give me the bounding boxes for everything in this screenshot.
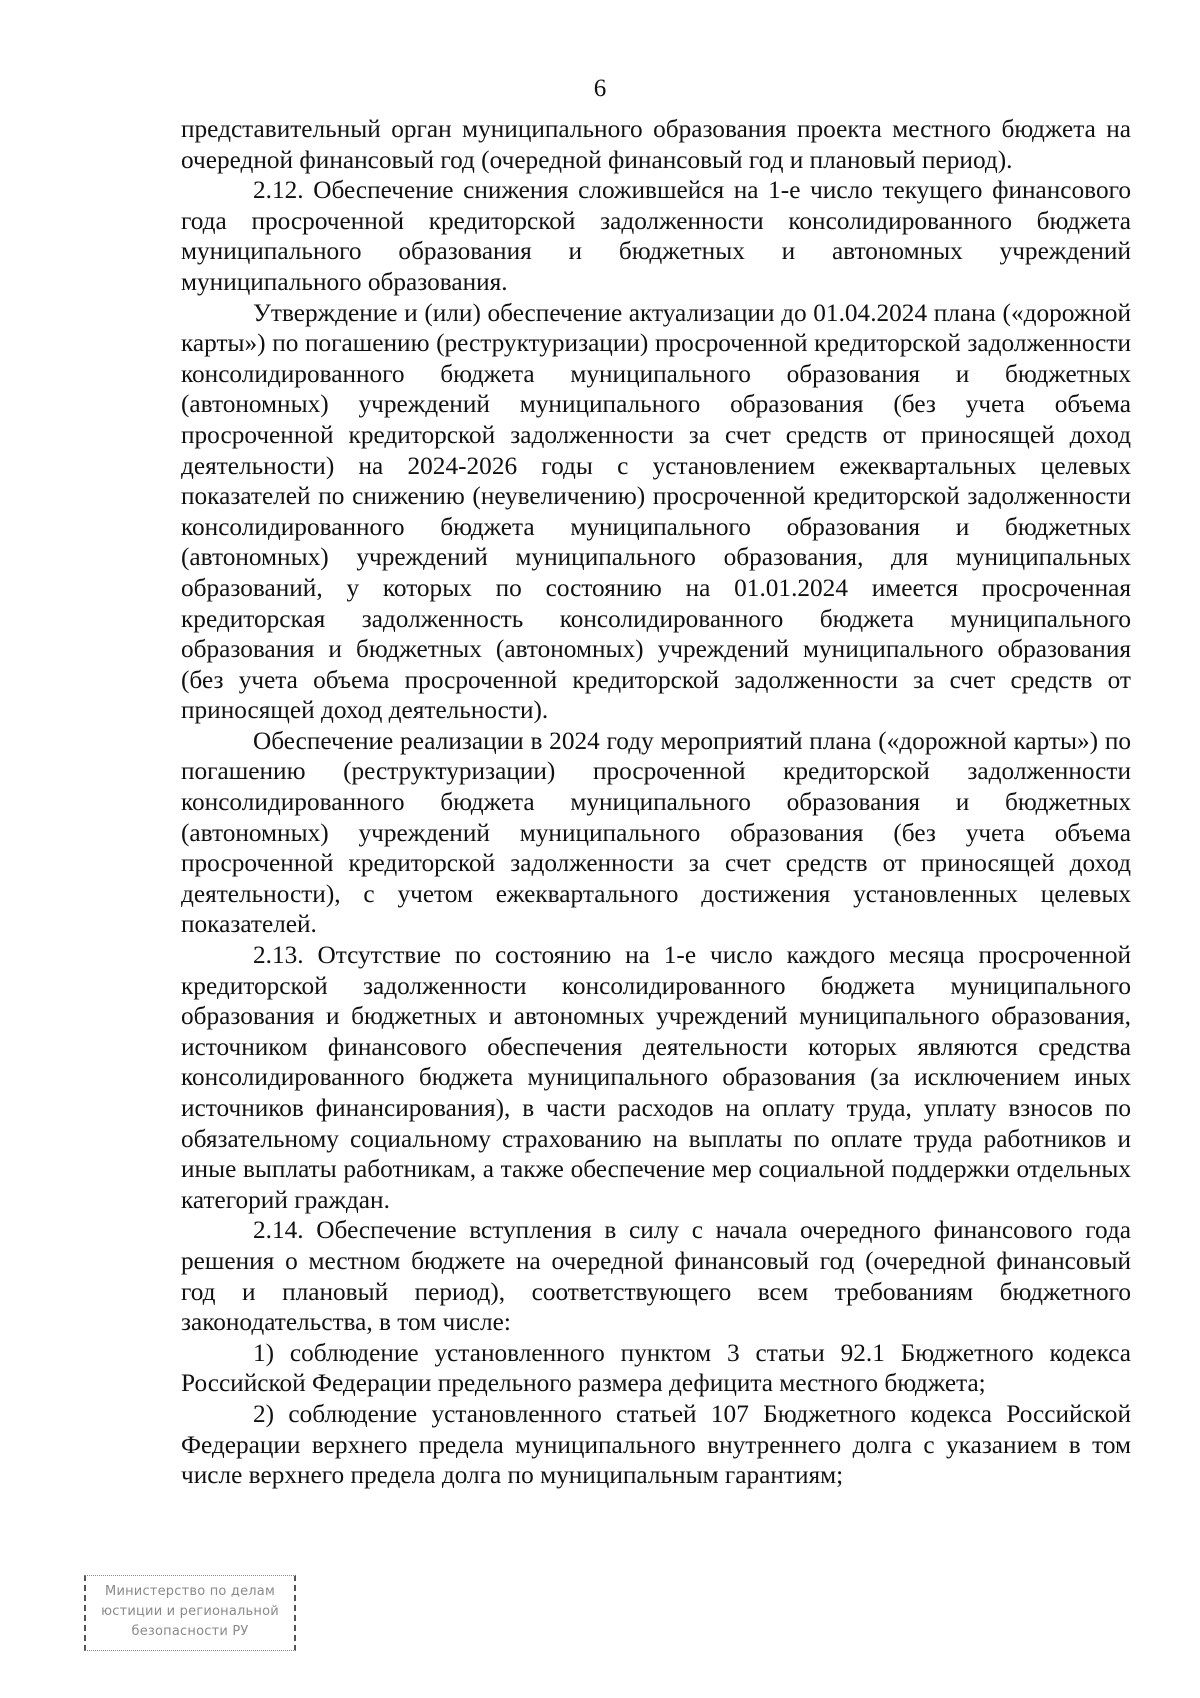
- paragraph-roadmap-implementation: Обеспечение реализации в 2024 году мероприятий плана («дорожной карты») по погашению (реструктуризации) просроченной кредиторской задолженности консолидированного бюджета муниципального образования и бюджетных (автономных) учреждений муниципального образования (без учета объема просроченной кредиторской задолженности за счет средств от приносящей доход деятельности), с учетом ежеквартального достижения установленных целевых показателей.: [181, 726, 1131, 939]
- document-body: [181, 114, 1131, 1491]
- stamp-line: Министерство по делам: [105, 1584, 275, 1599]
- stamp-line: юстиции и региональной: [101, 1604, 279, 1619]
- paragraph-roadmap-approval: Утверждение и (или) обеспечение актуализации до 01.04.2024 плана («дорожной карты») по погашению (реструктуризации) просроченной кредиторской задолженности консолидированного бюджета муниципального образования и бюджетных (автономных) учреждений муниципального образования (без учета объема просроченной кредиторской задолженности за счет средств от приносящей доход деятельности) на 2024-2026 годы с установлением ежеквартальных целевых показателей по снижению (неувеличению) просроченной кредиторской задолженности консолидированного бюджета муниципального образования и бюджетных (автономных) учреждений муниципального образования, для муниципальных образований, у которых по состоянию на 01.01.2024 имеется просроченная кредиторская задолженность консолидированного бюджета муниципального образования и бюджетных (автономных) учреждений муниципального образования (без учета объема просроченной кредиторской задолженности за счет средств от приносящей доход деятельности).: [181, 298, 1131, 725]
- page-number: 6: [593, 75, 607, 102]
- registration-stamp: [84, 1575, 296, 1651]
- paragraph-continuation: представительный орган муниципального образования проекта местного бюджета на очередной финансовый год (очередной финансовый год и плановый период).: [181, 115, 1131, 174]
- paragraph-2-13: 2.13. Отсутствие по состоянию на 1-е число каждого месяца просроченной кредиторской задолженности консолидированного бюджета муниципального образования и бюджетных и автономных учреждений муниципального образования, источником финансового обеспечения деятельности которых являются средства консолидированного бюджета муниципального образования (за исключением иных источников финансирования), в части расходов на оплату труда, уплату взносов по обязательному социальному страхованию на выплаты по оплате труда работников и иные выплаты работникам, а также обеспечение мер социальной поддержки отдельных категорий граждан.: [181, 941, 1131, 1214]
- list-item-2: 2) соблюдение установленного статьей 107 Бюджетного кодекса Российской Федерации верхнего предела муниципального внутреннего долга с указанием в том числе верхнего предела долга по муниципальным гарантиям;: [181, 1399, 1131, 1490]
- stamp-line: безопасности РУ: [131, 1624, 249, 1639]
- paragraph-2-14: 2.14. Обеспечение вступления в силу с начала очередного финансового года решения о местном бюджете на очередной финансовый год (очередной финансовый год и плановый период), соответствующего всем требованиям бюджетного законодательства, в том числе:: [181, 1216, 1131, 1337]
- paragraph-2-12: 2.12. Обеспечение снижения сложившейся на 1-е число текущего финансового года просроченной кредиторской задолженности консолидированного бюджета муниципального образования и бюджетных и автономных учреждений муниципального образования.: [181, 176, 1131, 296]
- list-item-1: 1) соблюдение установленного пунктом 3 статьи 92.1 Бюджетного кодекса Российской Федерации предельного размера дефицита местного бюджета;: [181, 1338, 1131, 1398]
